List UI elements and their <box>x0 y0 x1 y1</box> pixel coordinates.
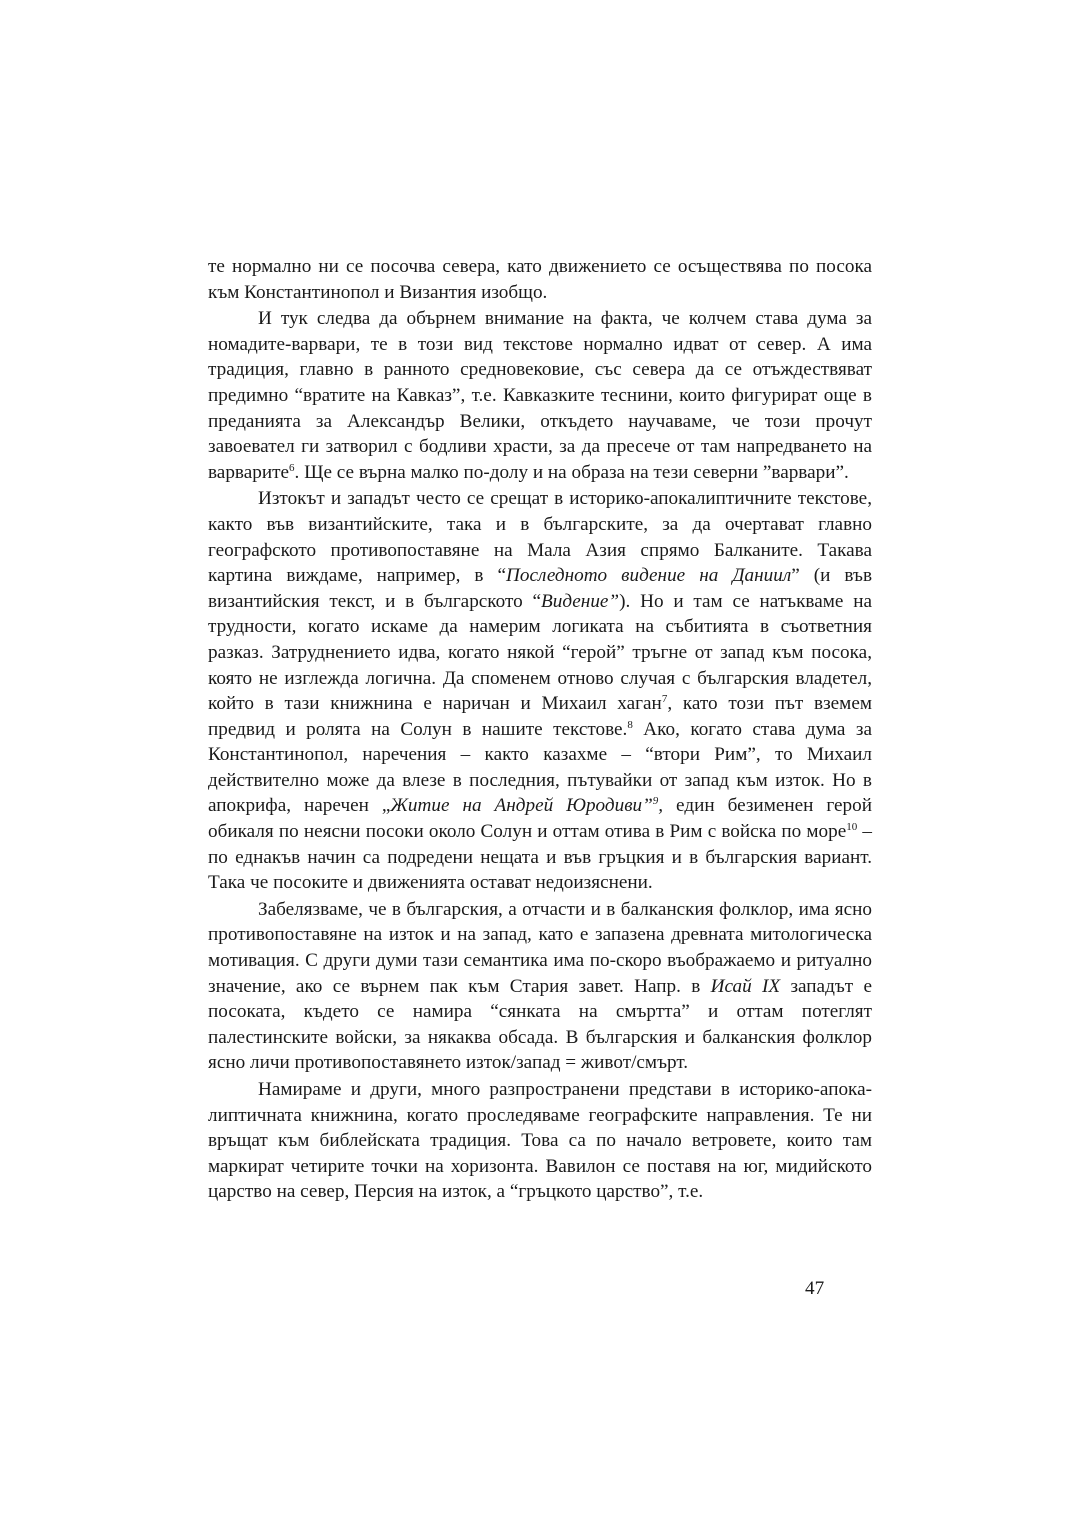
paragraph-text: западът е посоката, където се намира “сянката на смъртта” и оттам потеглят палестинските войски, за някаква обсада. В българския и балканския фолклор ясно личи противопоставянето изток/запад = живот/смърт. <box>208 975 872 1074</box>
paragraph-text: Забелязваме, че в българския, а отчасти и в балканския фолклор, има ясно противопоставяне на изток и на запад, като е запазена древната митологическа мотивация. С други думи тази семантика има по-скоро въображаемо и ритуално значение, ако се върнем пак към Стария завет. Напр. в <box>208 898 872 997</box>
paragraph-text: . Ще се върна малко по-долу и на образа на тези северни ”варвари”. <box>294 461 849 483</box>
paragraph-text: ” (и във византийския текст, и в българското “ <box>208 565 872 612</box>
italic-text: Исай IX <box>710 975 781 997</box>
italic-text: , <box>658 795 664 817</box>
body-paragraph <box>208 897 872 1076</box>
paragraph-text: Намираме и други, много разпространени представи в историко-апокалиптичната книжнина, когато проследяваме географските направления. Те ни връщат към библейската традиция. Това са по начало ветровете, които там маркират четирите точки на хоризонта. Вавилон се поставя на юг, мидийското царство на север, Персия на изток, а “гръцкото царство”, т.е. <box>208 1079 872 1203</box>
footnote-reference: 6 <box>289 461 295 474</box>
body-paragraph <box>208 254 872 305</box>
paragraph-text: те нормално ни се посочва севера, като движението се осъществява по посока към Константинопол и Византия изобщо. <box>208 256 872 303</box>
page-body <box>208 254 872 1205</box>
paragraph-text: ). Но и там се натъкваме на трудности, когато искаме да намерим логиката на събитията в съответния разказ. Затруднението идва, когато някой “герой” тръгне от запад към посока, която не изглежда логична. Да споменем отново случая с българския владетел, който в тази книжнина е наричан и Михаил хаган <box>208 590 872 715</box>
footnote-reference: 7 <box>661 693 668 706</box>
footnote-reference: 10 <box>846 821 858 834</box>
paragraph-text: , като този път вземем предвид и ролята на Солун в нашите текстове. <box>208 693 872 740</box>
body-paragraph <box>208 1077 872 1205</box>
paragraph-text: Изтокът и западът често се срещат в историко-апокалиптичните текстове, както във византийските, така и в българските, за да очертават главно географското противопоставяне на Мала Азия спрямо Балканите. Такава картина виждаме, например, в “ <box>208 488 872 587</box>
italic-text: Видение” <box>541 590 620 612</box>
paragraph-text: Ако, когато става дума за Константинопол, наречения – както казахме – “втори Рим”, то Михаил действително може да влезе в последния, пътувайки от запад към изток. Но в апокрифа, наречен „ <box>208 718 872 817</box>
italic-text: Последното видение на Даниил <box>506 565 792 587</box>
page-number: 47 <box>805 1278 825 1299</box>
paragraph-text: И тук следва да обърнем внимание на факта, че колчем става дума за номадите-варвари, те в този вид текстове нормално идват от север. А има традиция, главно в ранното средновековие, със севера да се отъждествяват предимно “вратите на Кавказ”, т.е. Кавказките теснини, които фигурират още в преданията за Александър Велики, откъдето научаваме, че този прочут завоевател ги затворил с бодливи храсти, за да пресече от там напредването на варварите <box>208 308 872 483</box>
paragraph-text: един безименен герой обикаля по неясни посоки около Солун и оттам отива в Рим с войска по море <box>208 795 872 843</box>
body-paragraph <box>208 486 872 896</box>
footnote-reference: 9 <box>652 795 659 808</box>
italic-text: Житие на Андрей Юродиви” <box>390 795 653 817</box>
paragraph-text: – по еднакъв начин са подредени нещата и във гръцкия и в българския вариант. Така че посоките и движенията остават недоизяснени. <box>208 821 872 894</box>
footnote-reference: 8 <box>627 718 633 731</box>
body-paragraph <box>208 306 872 485</box>
